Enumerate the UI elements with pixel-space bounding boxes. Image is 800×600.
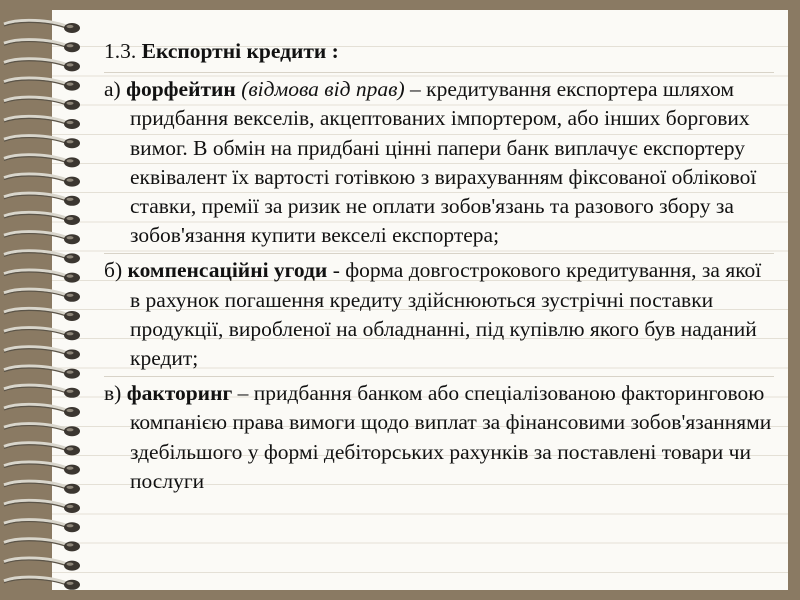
spiral-ring bbox=[4, 404, 80, 417]
spiral-ring bbox=[4, 97, 80, 110]
spiral-ring bbox=[4, 136, 80, 149]
spiral-ring bbox=[4, 481, 80, 494]
spiral-ring bbox=[4, 193, 80, 206]
item-factoring bbox=[104, 379, 774, 496]
spiral-ring bbox=[4, 558, 80, 571]
section-heading: Експортні кредити : bbox=[141, 39, 339, 63]
spiral-ring bbox=[4, 347, 80, 360]
spiral-ring bbox=[4, 424, 80, 437]
spiral-ring bbox=[4, 577, 80, 590]
item-marker: а) bbox=[104, 77, 127, 102]
divider bbox=[104, 253, 774, 254]
spiral-ring bbox=[4, 155, 80, 168]
term-factoring: факторинг bbox=[126, 381, 233, 406]
spiral-ring bbox=[4, 116, 80, 129]
main-text bbox=[104, 37, 774, 496]
item-body: – придбання банком або спеціалізованою факторинговою компанією права вимоги щодо виплат за фінансовими зобов'язаннями здебільшого у формі дебіторських рахунків за поставлені товари чи послуги bbox=[130, 381, 772, 493]
spiral-ring bbox=[4, 500, 80, 513]
spiral-ring bbox=[4, 308, 80, 321]
item-body: – кредитування експортера шляхом придбання векселів, акцептованих імпортером, або інших боргових вимог. В обмін на придбані цінні папери банк виплачує експортеру еквівалент їх вартості готівкою з вирахуванням фіксованої облікової ставки, премії за ризик не оплати зобов'язань та разового збору за зобов'язання купити векселі експортера; bbox=[130, 77, 757, 248]
spiral-ring bbox=[4, 59, 80, 72]
item-marker: в) bbox=[104, 381, 127, 406]
term-note: (відмова від прав) bbox=[235, 77, 410, 102]
spiral-ring bbox=[4, 289, 80, 302]
spiral-ring bbox=[4, 328, 80, 341]
spiral-ring bbox=[4, 366, 80, 379]
divider bbox=[104, 72, 774, 73]
spiral-ring bbox=[4, 385, 80, 398]
spiral-ring bbox=[4, 462, 80, 475]
item-compensation bbox=[104, 256, 774, 373]
spiral-ring bbox=[4, 539, 80, 552]
term-compensation: компенсаційні угоди bbox=[127, 258, 328, 283]
spiral-binding bbox=[0, 0, 90, 600]
spiral-ring bbox=[4, 520, 80, 533]
section-number: 1.3. bbox=[104, 39, 142, 63]
term-forfaiting: форфейтин bbox=[126, 77, 236, 102]
spiral-ring bbox=[4, 174, 80, 187]
spiral-ring bbox=[4, 78, 80, 91]
item-body: - форма довгострокового кредитування, за якої в рахунок погашення кредиту здійснюються зустрічні поставки продукції, виробленої на обладнанні, під купівлю якого був наданий кредит; bbox=[130, 258, 762, 371]
divider bbox=[104, 376, 774, 377]
spiral-ring bbox=[4, 40, 80, 53]
spiral-ring bbox=[4, 270, 80, 283]
item-forfaiting bbox=[104, 75, 774, 250]
section-title bbox=[104, 37, 774, 66]
spiral-ring bbox=[4, 20, 80, 33]
spiral-ring bbox=[4, 443, 80, 456]
spiral-ring bbox=[4, 212, 80, 225]
item-marker: б) bbox=[104, 258, 128, 283]
spiral-ring bbox=[4, 251, 80, 264]
spiral-ring bbox=[4, 232, 80, 245]
